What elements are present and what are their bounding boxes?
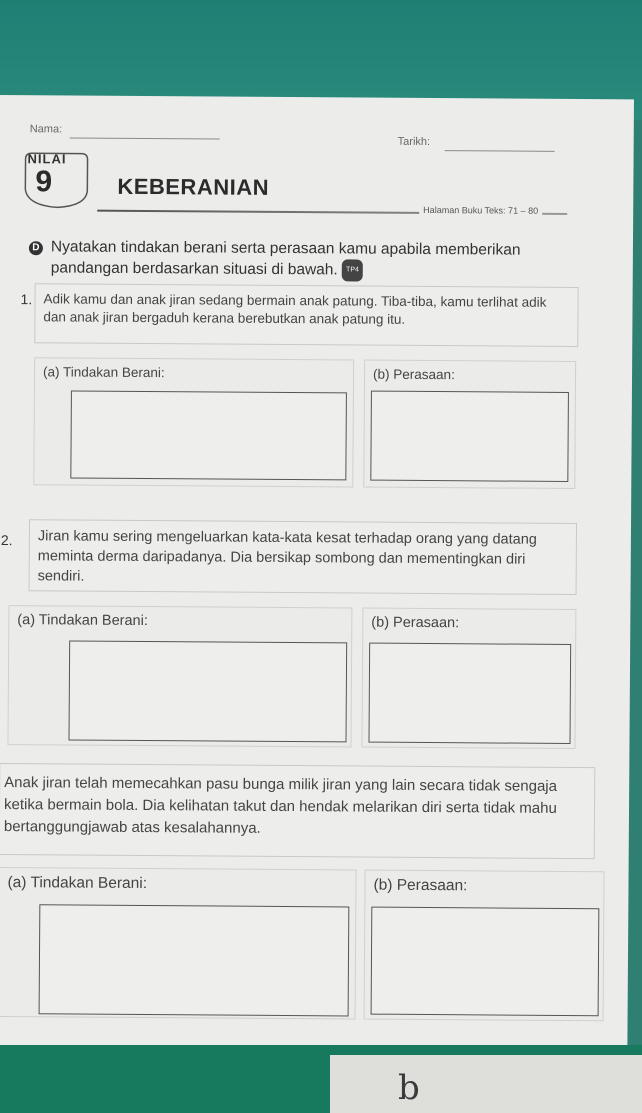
question-1-answer-a[interactable] <box>70 391 347 481</box>
second-sheet <box>330 1055 642 1113</box>
worksheet-page <box>0 95 634 1059</box>
textbook-reference: Halaman Buku Teks: 71 – 80 <box>419 205 542 216</box>
question-2-panel-a <box>7 605 352 747</box>
question-2-situation: Jiran kamu sering mengeluarkan kata-kata kesat terhadap orang yang datang meminta derma daripadanya. Dia bersikap sombong dan mementingkan diri sendiri. <box>29 519 577 595</box>
question-3-panel-b <box>364 870 605 1022</box>
instruction-marker-icon: D <box>29 241 43 255</box>
pencil-scribble: b <box>398 1068 420 1108</box>
question-2-part-a-label: (a) Tindakan Berani: <box>17 612 148 630</box>
question-3-panel-a <box>0 867 357 1019</box>
question-3-part-b-label: (b) Perasaan: <box>373 876 468 895</box>
date-label: Tarikh: <box>397 135 431 149</box>
name-blank-line <box>70 137 220 139</box>
question-3-part-a-label: (a) Tindakan Berani: <box>7 874 148 893</box>
instruction-body: Nyatakan tindakan berani serta perasaan kamu apabila memberikan pandangan berdasarkan situasi di bawah. <box>50 238 521 279</box>
question-2-panel-b <box>361 608 576 749</box>
question-2-number: 2. <box>0 532 13 549</box>
question-1-panel-b <box>363 360 576 489</box>
question-1-number: 1. <box>20 291 33 308</box>
question-3-situation: Anak jiran telah memecahkan pasu bunga milik jiran yang lain secara tidak sengaja ketika bermain bola. Dia kelihatan takut dan hendak melarikan diri serta tidak mahu bertanggungjawab atas kesalahannya. <box>0 763 595 859</box>
name-label: Nama: <box>29 123 63 136</box>
question-2-answer-b[interactable] <box>368 643 571 744</box>
question-1-answer-b[interactable] <box>370 391 569 482</box>
nilai-word: NILAI <box>27 151 67 167</box>
topic-title: KEBERANIAN <box>117 173 270 200</box>
instruction-text <box>51 237 591 283</box>
question-1-situation: Adik kamu dan anak jiran sedang bermain anak patung. Tiba-tiba, kamu terlihat adik dan anak jiran bergaduh kerana berebutkan anak patung itu. <box>34 283 578 347</box>
question-2-answer-a[interactable] <box>68 640 347 742</box>
question-3-answer-a[interactable] <box>39 904 350 1016</box>
date-blank-line <box>445 150 555 152</box>
question-1-part-b-label: (b) Perasaan: <box>373 366 455 383</box>
question-3-answer-b[interactable] <box>371 907 600 1017</box>
tp-tag: TP4 <box>342 259 363 281</box>
question-2-part-b-label: (b) Perasaan: <box>371 614 460 632</box>
question-1-panel-a <box>33 357 354 487</box>
nilai-badge <box>21 149 91 209</box>
question-1-part-a-label: (a) Tindakan Berani: <box>43 364 165 381</box>
nilai-number: 9 <box>35 165 53 199</box>
